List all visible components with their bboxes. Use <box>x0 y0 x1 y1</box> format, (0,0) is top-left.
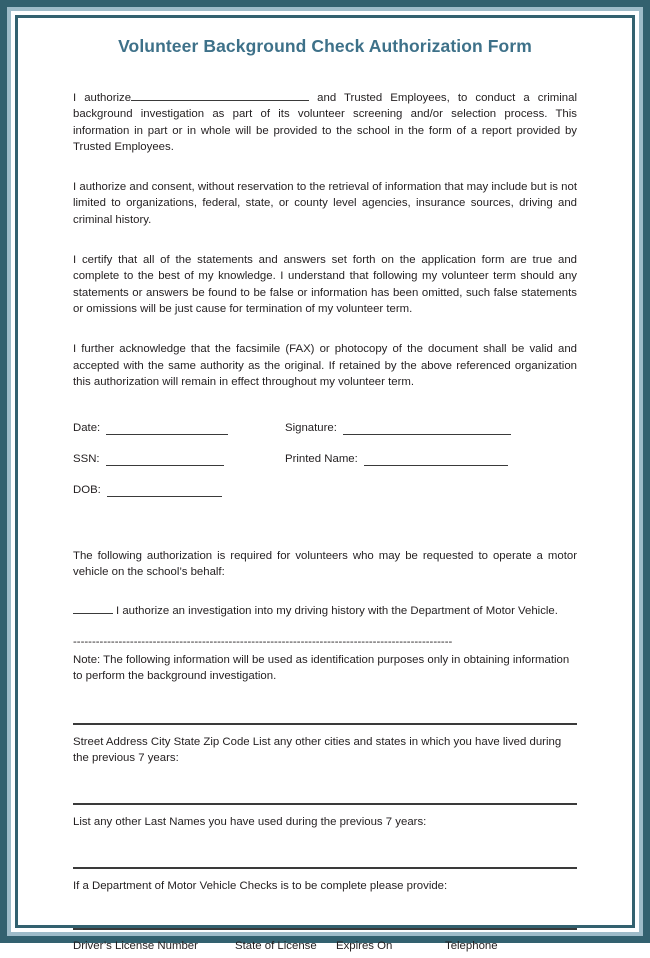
field-input-signature[interactable] <box>343 422 511 435</box>
field-input-ssn[interactable] <box>106 453 224 466</box>
page-title: Volunteer Background Check Authorization Form <box>118 36 532 56</box>
field-row-dob <box>73 480 577 497</box>
field-row-ssn-printed-name <box>73 449 577 466</box>
field-label-printed-name: Printed Name: <box>285 453 358 466</box>
paragraph-consent: I authorize and consent, without reservation to the retrieval of information that may include but is not limited to organizations, federal, state, or county level agencies, insurance sources, driving and criminal history. <box>73 181 577 226</box>
column-label-drivers-license-number: Driver’s License Number <box>73 939 198 952</box>
field-ssn[interactable] <box>73 452 285 466</box>
paragraph-note: Note: The following information will be used as identification purposes only in obtaining information to perform the background investigation. <box>73 654 570 683</box>
section-address-history: Street Address City State Zip Code List any other cities and states in which you have lived during the previous 7 years: <box>73 735 562 764</box>
field-signature[interactable] <box>285 421 577 435</box>
signature-fields <box>73 418 577 497</box>
field-row-date-signature <box>73 418 577 435</box>
dmv-initial-blank[interactable] <box>73 602 113 614</box>
field-label-signature: Signature: <box>285 422 337 435</box>
field-label-dob: DOB: <box>73 484 101 497</box>
field-input-printed-name[interactable] <box>364 453 508 466</box>
paragraph-facsimile: I further acknowledge that the facsimile (FAX) or photocopy of the document shall be valid and accepted with the same authority as the original. If retained by the above referenced organization this authorization will remain in effect throughout my volunteer term. <box>73 343 577 388</box>
paragraph-authorize <box>73 89 577 155</box>
field-input-dob[interactable] <box>107 484 222 497</box>
document-content <box>18 18 632 952</box>
paragraph-authorize-rest: and Trusted Employees, to conduct a criminal background investigation as part of its volunteer screening and/or selection process. This information in part or in whole will be provided to the school in the form of a report provided by Trusted Employees. <box>73 92 577 153</box>
license-column-labels <box>73 940 577 958</box>
field-dob[interactable] <box>73 483 285 497</box>
dashed-separator: ---------------------------------------------------------------------------------------------------- <box>73 636 453 649</box>
section-other-names: List any other Last Names you have used during the previous 7 years: <box>73 816 427 829</box>
column-label-expires-on: Expires On <box>336 939 393 952</box>
column-label-state-of-license: State of License <box>235 939 317 952</box>
organization-name-blank[interactable] <box>131 89 309 101</box>
paragraph-authorize-lead: I authorize <box>73 92 132 104</box>
dmv-consent-text: I authorize an investigation into my driving history with the Department of Motor Vehicle. <box>116 604 558 617</box>
section-dmv-check: If a Department of Motor Vehicle Checks is to be complete please provide: <box>73 879 448 892</box>
column-label-telephone: Telephone <box>445 939 498 952</box>
field-label-date: Date: <box>73 422 101 435</box>
paragraph-dmv-consent <box>73 602 577 619</box>
document-body <box>18 57 632 958</box>
paragraph-certify: I certify that all of the statements and answers set forth on the application form are true and complete to the best of my knowledge. I understand that following my volunteer term should any statements or answers be found to be false or information has been omitted, such false statements or omissions will be just cause for termination of my volunteer term. <box>73 254 577 315</box>
paragraph-motor-vehicle-intro: The following authorization is required for volunteers who may be requested to operate a motor vehicle on the school’s behalf: <box>73 550 577 579</box>
field-printed-name[interactable] <box>285 452 577 466</box>
field-input-date[interactable] <box>106 422 228 435</box>
field-date[interactable] <box>73 421 285 435</box>
field-label-ssn: SSN: <box>73 453 100 466</box>
